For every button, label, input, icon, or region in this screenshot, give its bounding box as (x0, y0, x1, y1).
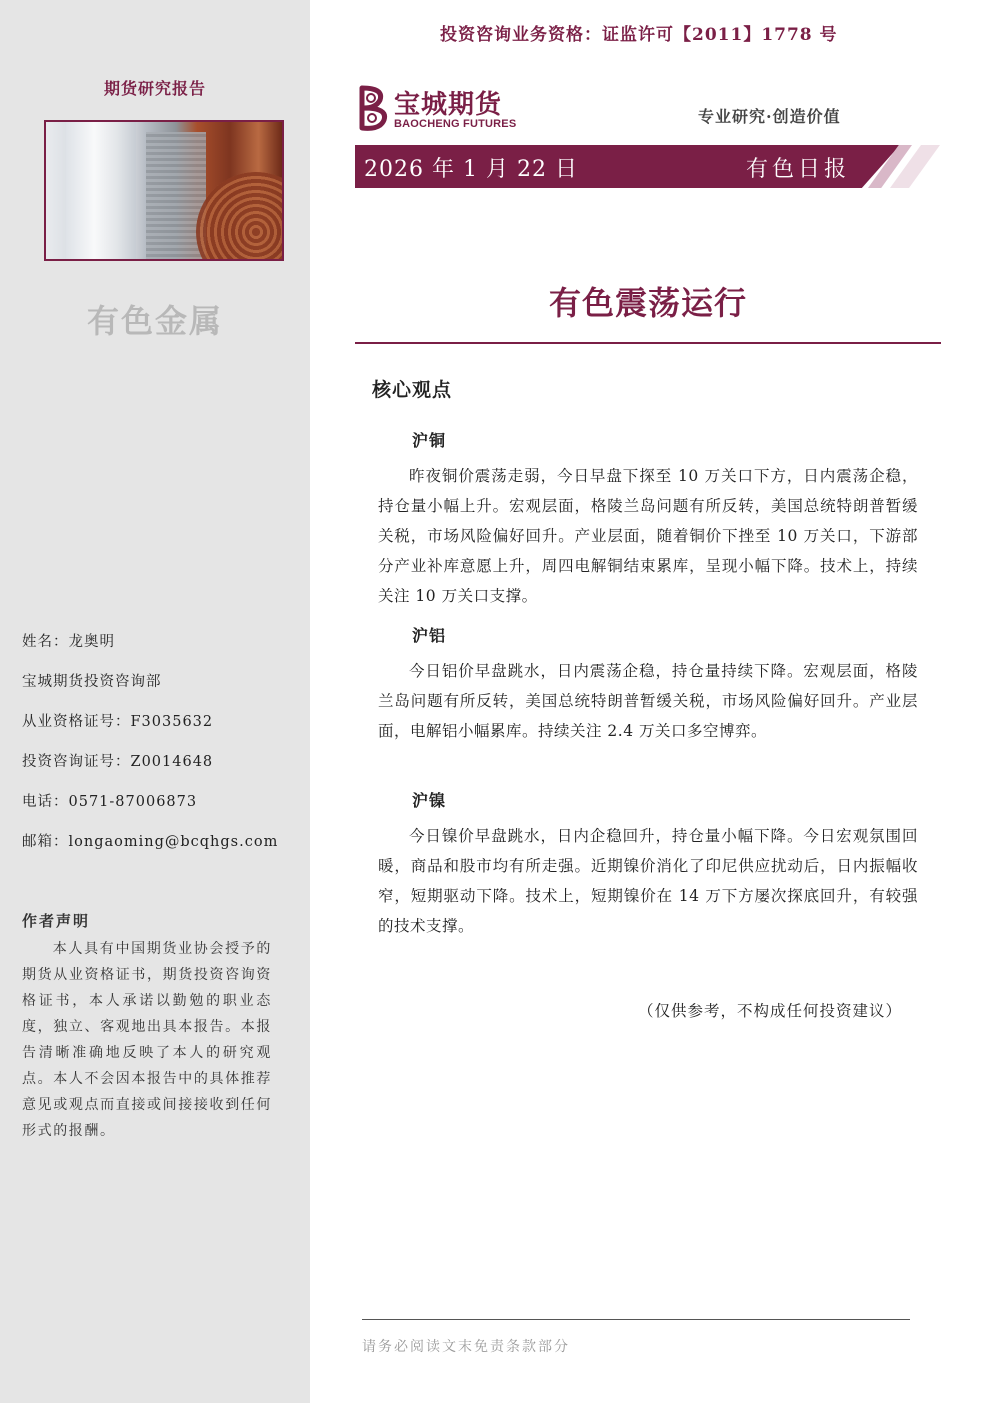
section-body: 今日镍价早盘跳水，日内企稳回升，持仓量小幅下降。今日宏观氛围回暖，商品和股市均有所走强。近期镍价消化了印尼供应扰动后，日内振幅收窄，短期驱动下降。技术上，短期镍价在 14 万下方屡次探底回升，有较强的技术支撑。 (378, 827, 918, 935)
disclaimer: （仅供参考，不构成任何投资建议） (638, 1002, 903, 1020)
section-title: 沪铝 (412, 626, 447, 645)
footer-divider (362, 1319, 910, 1320)
section-body: 今日铝价早盘跳水，日内震荡企稳，持仓量持续下降。宏观层面，格陵兰岛问题有所反转，美国总统特朗普暂缓关税，市场风险偏好回升。产业层面，电解铝小幅累库。持续关注 2.4 万关口多空博弈。 (378, 662, 918, 740)
logo-text-cn: 宝城期货 (394, 90, 503, 120)
declaration-title: 作者声明 (22, 912, 91, 930)
footer-note: 请务必阅读文末免责条款部分 (362, 1339, 570, 1355)
slogan: 专业研究·创造价值 (698, 107, 841, 126)
cover-image-roll (66, 122, 136, 261)
report-title: 有色震荡运行 (548, 284, 747, 322)
email-address: 邮箱：longaoming@bcqhgs.com (22, 834, 279, 850)
analyst-department: 宝城期货投资咨询部 (22, 674, 162, 690)
report-name: 有色日报 (746, 157, 851, 182)
title-divider (355, 342, 941, 344)
report-date: 2026 年 1 月 22 日 (364, 157, 578, 182)
consult-number: 投资咨询证号：Z0014648 (22, 754, 214, 770)
section-nickel (378, 788, 918, 941)
analyst-contact (22, 630, 278, 870)
company-logo (356, 84, 526, 134)
declaration-body: 本人具有中国期货业协会授予的期货从业资格证书，期货投资咨询资格证书，本人承诺以勤勉的职业态度，独立、客观地出具本报告。本报告清晰准确地反映了本人的研究观点。本人不会因本报告中的具体推荐意见或观点而直接或间接接收到任何形式的报酬。 (22, 941, 272, 1139)
section-copper (378, 428, 918, 611)
cover-image-coil (196, 172, 284, 261)
report-type-label: 期货研究报告 (103, 79, 206, 98)
logo-text-en: BAOCHENG FUTURES (394, 118, 517, 130)
analyst-name: 姓名：龙奥明 (22, 634, 115, 650)
section-body: 昨夜铜价震荡走弱，今日早盘下探至 10 万关口下方，日内震荡企稳，持仓量小幅上升。宏观层面，格陵兰岛问题有所反转，美国总统特朗普暂缓关税，市场风险偏好回升。产业层面，随着铜价下挫至 10 万关口，下游部分产业补库意愿上升，周四电解铜结束累库，呈现小幅下降。技术上，持续关注 10 万关口支撑。 (378, 467, 918, 605)
logo-b-icon (356, 84, 392, 132)
cover-image (44, 120, 284, 261)
section-title: 沪镍 (412, 791, 447, 810)
sector-label: 有色金属 (86, 302, 223, 340)
qualification-number: 从业资格证号：F3035632 (22, 714, 214, 730)
phone-number: 电话：0571-87006873 (22, 794, 198, 810)
sidebar (0, 0, 310, 1403)
section-title: 沪铜 (412, 431, 447, 450)
section-aluminum (378, 623, 918, 746)
core-view-heading: 核心观点 (372, 379, 453, 401)
qualification-notice: 投资咨询业务资格：证监许可【2011】1778 号 (440, 25, 838, 45)
